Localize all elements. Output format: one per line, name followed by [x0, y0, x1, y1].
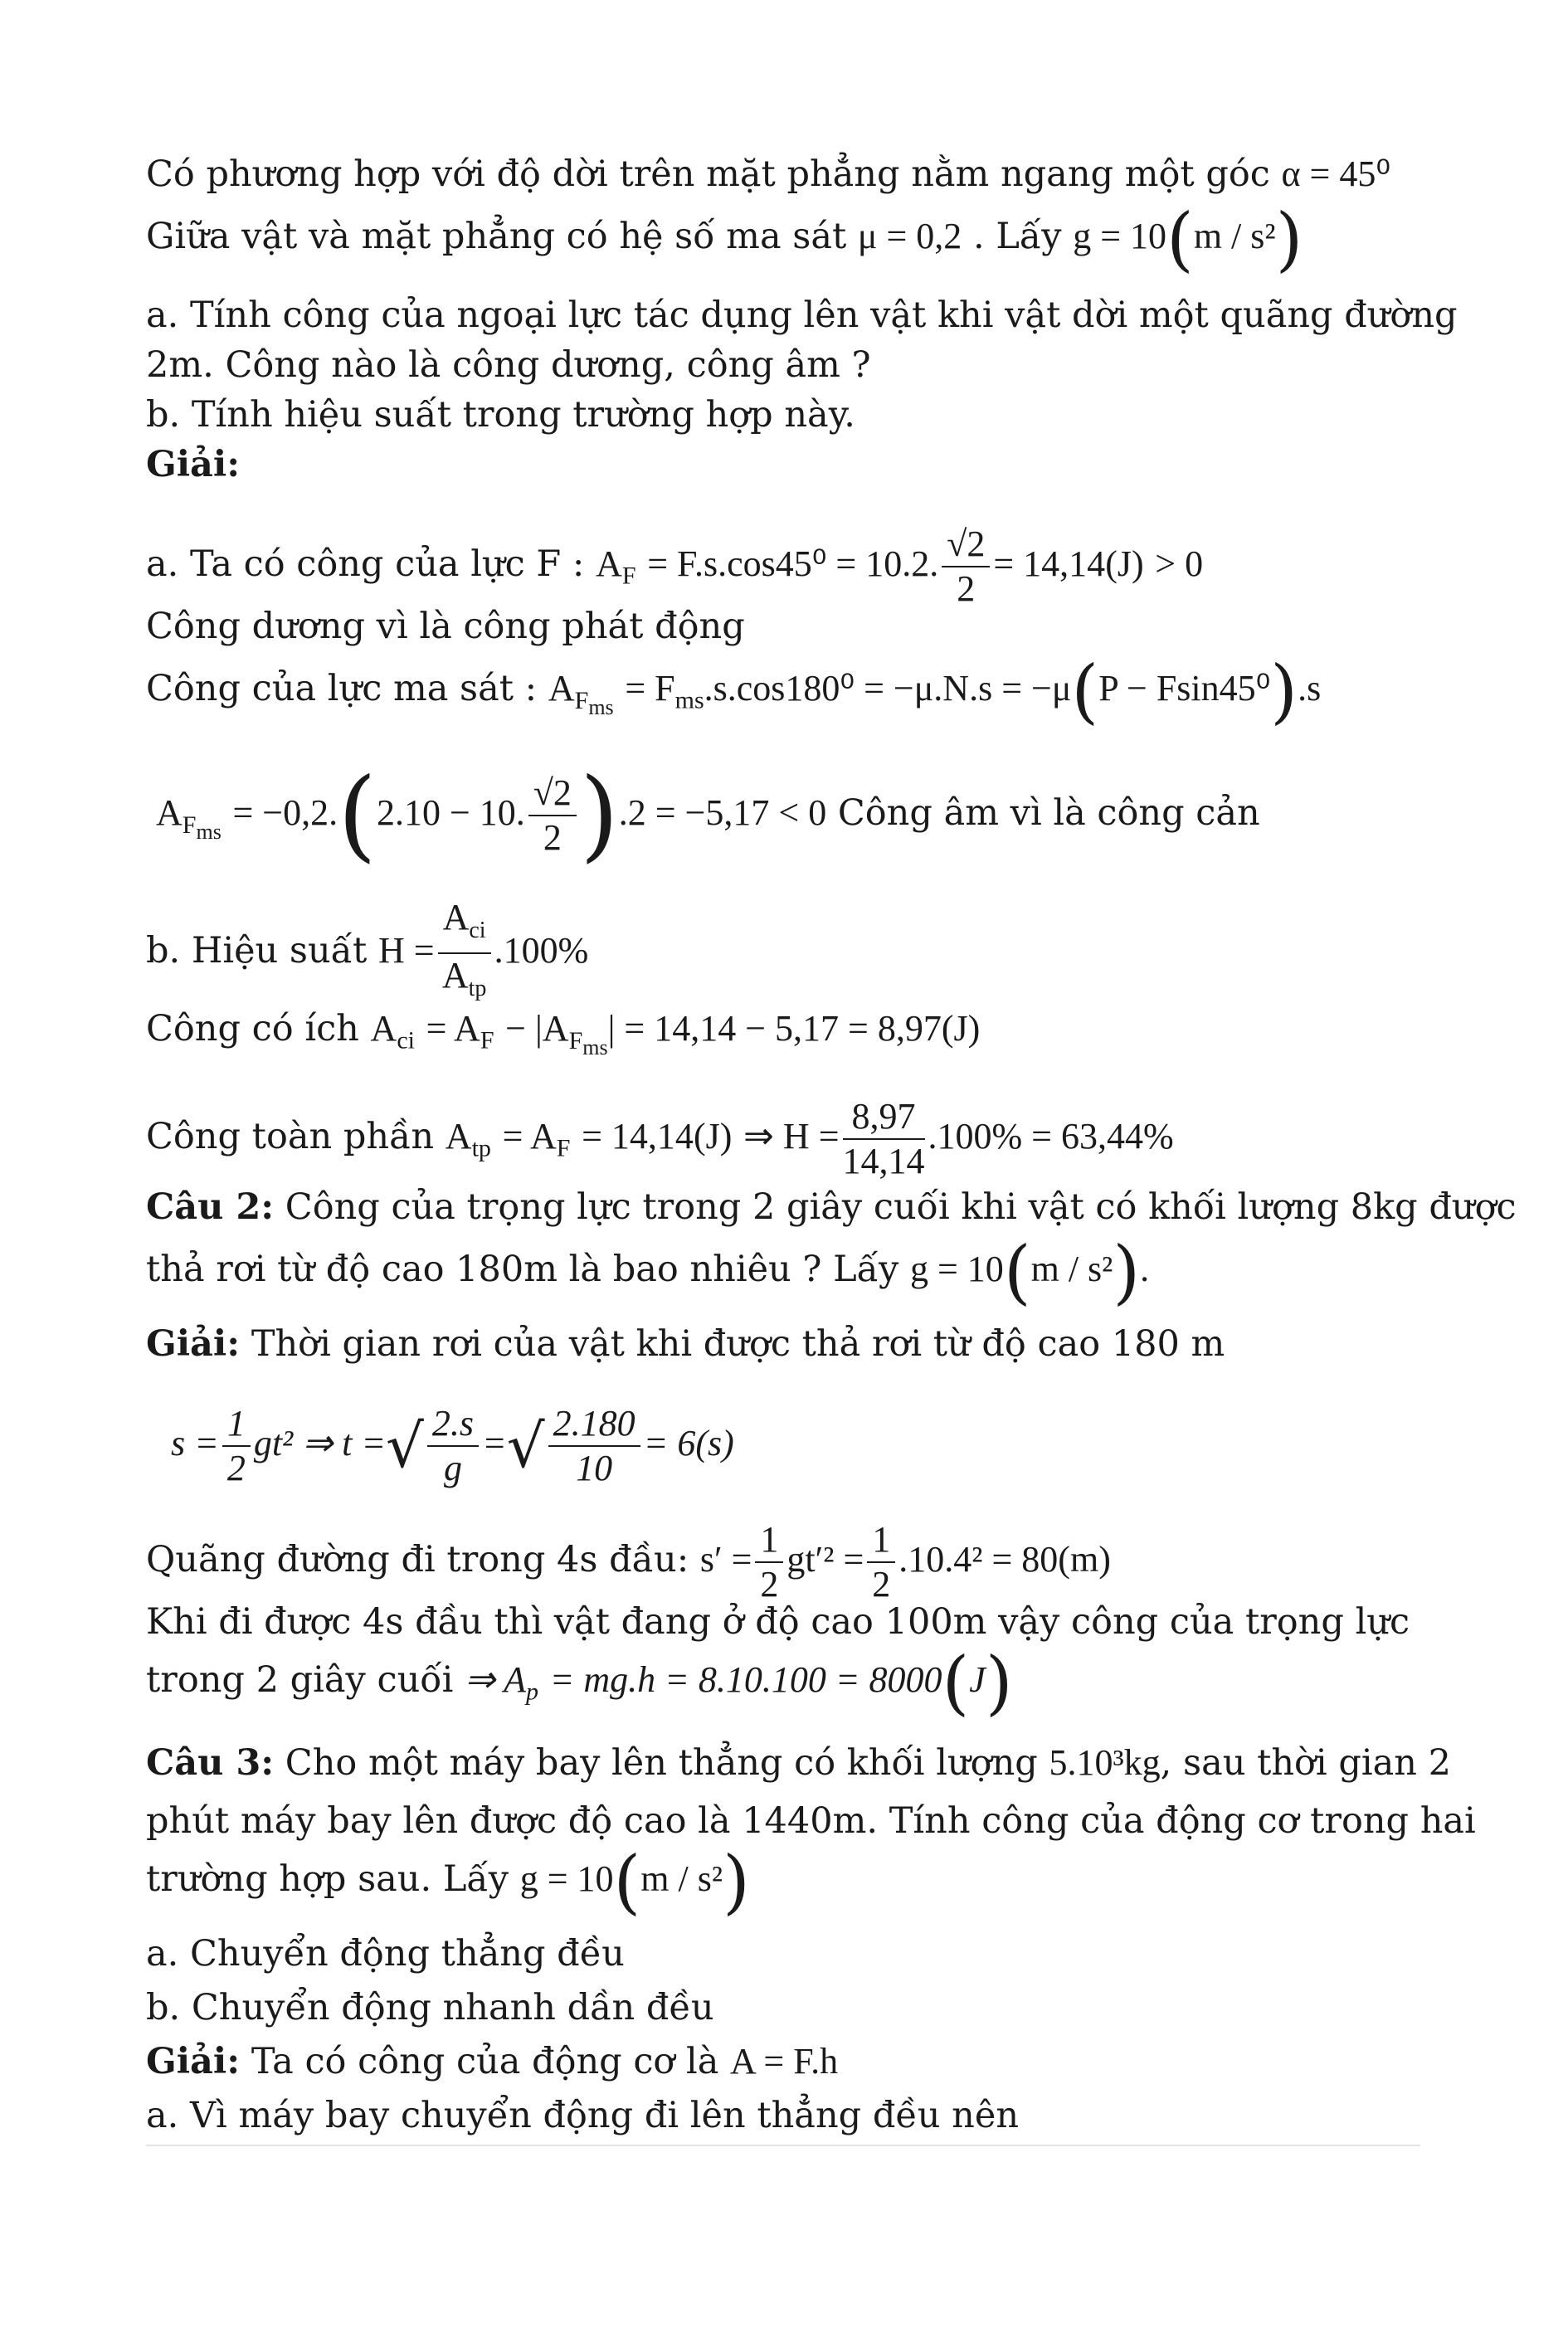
question-3 — [146, 1738, 1451, 1788]
formula: .10.4² = 80 — [898, 1539, 1059, 1580]
fraction — [942, 523, 990, 611]
formula: A — [596, 543, 622, 584]
unit: J — [705, 1116, 720, 1157]
formula: = A — [502, 1116, 557, 1157]
formula: = −0,2. — [232, 792, 338, 833]
formula: g = 10 — [1073, 216, 1167, 256]
subscript: F — [574, 686, 589, 714]
formula: s′ = — [699, 1539, 752, 1580]
formula: g = 10 — [909, 1249, 1004, 1289]
formula: 2.10 − 10. — [376, 792, 525, 833]
fall-time-formula: s = $\frac{1}{2}$ gt² ⇒ t =√ $\frac{2.s}{g}$ =√ $\frac{2.180}{10}$ = 6(s) — [171, 1403, 734, 1488]
positive-work-note: Công dương vì là công phát động — [146, 606, 745, 647]
formula: A — [370, 1008, 397, 1049]
formula: .s.cos180⁰ = −μ.N.s = −μ — [704, 668, 1072, 709]
numerator: 1 — [222, 1402, 251, 1447]
subscript: ci — [469, 917, 486, 943]
text: Thời gian rơi của vật khi được thả rơi từ độ cao 180 m — [251, 1323, 1225, 1365]
text: a. Ta có công của lực F : — [146, 543, 585, 585]
fraction — [427, 1402, 479, 1490]
denominator: 2 — [543, 817, 562, 858]
text: trong 2 giây cuối — [146, 1659, 454, 1701]
formula: .s — [1298, 668, 1322, 709]
text: Có phương hợp với độ dời trên mặt phẳng nằm ngang một góc — [146, 153, 1270, 195]
text: Công của lực ma sát : — [146, 668, 538, 709]
unit: m — [1069, 1539, 1099, 1580]
formula: = — [482, 1423, 507, 1463]
distance-4s: Quãng đường đi trong 4s đầu: s′ = $\frac{1}{2}$ gt′² = $\frac{1}{2}$ .10.4² = 80(m) — [146, 1519, 1111, 1605]
formula: ⇒ H = — [743, 1116, 840, 1157]
numerator: 2.s — [427, 1402, 479, 1447]
subscript: ci — [397, 1026, 415, 1054]
text: trường hợp sau. Lấy — [146, 1858, 509, 1900]
formula: H = — [378, 929, 435, 971]
friction-work-value: $A_{F_{ms}} = -0,2.(2.10 - 10$. $\frac{√2}{2}$ ).2 = −5,17 < 0 Công âm vì là công cản — [156, 757, 1260, 873]
denominator: A — [441, 954, 469, 996]
denominator: 14,14 — [842, 1141, 925, 1181]
formula: = A — [426, 1008, 480, 1049]
fraction — [843, 1095, 925, 1183]
total-work: Công toàn phần $A_{tp} = A_F = 14,14(J)$ ⇒ H = $\frac{8,97}{14,14}$ .100% = 63,44% — [146, 1096, 1174, 1181]
text: Công toàn phần — [146, 1116, 435, 1157]
solution-3 — [146, 2037, 838, 2087]
efficiency-formula — [146, 896, 588, 1010]
formula: . — [1140, 1249, 1150, 1289]
question-2 — [146, 1182, 1517, 1232]
formula: .2 = −5,17 < 0 — [618, 792, 827, 833]
formula: − |A — [505, 1008, 569, 1049]
formula: = mg.h = 8.10.100 = 8000 — [549, 1659, 942, 1700]
useful-work: Công có ích $A_{ci} = A_F - |A_{F_{ms}}| = 14,14 - 5,17 = 8,97(J)$ — [146, 1008, 981, 1059]
fraction — [438, 896, 491, 1010]
formula: gt² ⇒ t = — [253, 1423, 387, 1463]
denominator: g — [443, 1448, 462, 1488]
subscript: F — [556, 1134, 571, 1162]
numerator: 1 — [755, 1518, 783, 1563]
solution-heading: Giải: — [146, 444, 241, 485]
formula: ⇒ A — [465, 1659, 526, 1700]
text: . Lấy — [972, 216, 1062, 257]
solution-label: Giải: — [146, 1323, 241, 1365]
text: Giữa vật và mặt phẳng có hệ số ma sát — [146, 216, 847, 257]
denominator: 2 — [760, 1564, 779, 1605]
page-divider — [146, 2145, 1420, 2146]
formula: A — [156, 792, 183, 833]
denominator: 2 — [872, 1564, 891, 1605]
fraction — [548, 1402, 640, 1490]
numerator: 1 — [867, 1518, 895, 1563]
problem-line-angle — [146, 149, 1390, 199]
solution-3-a: a. Vì máy bay chuyển động đi lên thẳng đều nên — [146, 2095, 1020, 2136]
subscript: F — [182, 811, 197, 839]
formula: 5.10³kg — [1049, 1742, 1161, 1783]
unit: s — [708, 1423, 723, 1463]
formula: .100% = 63,44% — [928, 1116, 1174, 1157]
formula: P − Fsin45⁰ — [1098, 668, 1271, 709]
unit: J — [953, 1008, 968, 1049]
question-label: Câu 3: — [146, 1742, 275, 1784]
fraction — [528, 772, 577, 859]
subscript: tp — [468, 975, 487, 1001]
text: Quãng đường đi trong 4s đầu: — [146, 1539, 689, 1580]
gravity-work: trong 2 giây cuối ⇒ $A_p = mg.h = 8.10.100 = 8000(J)$ — [146, 1642, 1013, 1723]
formula: = 14,14 — [582, 1116, 694, 1157]
denominator: 2 — [226, 1448, 246, 1488]
unit: J — [969, 1659, 986, 1700]
problem-line-friction: Giữa vật và mặt phẳng có hệ số ma sát μ = 0,2 . Lấy g = 10(m / s²) — [146, 198, 1303, 280]
subscript: F — [621, 562, 636, 590]
formula: μ = 0,2 — [857, 216, 962, 256]
fraction — [222, 1402, 251, 1490]
text: Công của trọng lực trong 2 giây cuối khi vật có khối lượng 8kg được — [285, 1186, 1517, 1228]
question-label: Câu 2: — [146, 1186, 275, 1228]
formula: m / s² — [640, 1858, 723, 1899]
formula: = F.s.cos45⁰ = 10.2. — [647, 543, 939, 584]
question-3-gravity: trường hợp sau. Lấy g = 10(m / s²) — [146, 1841, 750, 1922]
formula: = 6 — [643, 1423, 696, 1463]
formula: .100% — [494, 929, 589, 971]
formula: > 0 — [1155, 543, 1204, 584]
formula: g = 10 — [519, 1858, 614, 1899]
formula: m / s² — [1030, 1249, 1113, 1289]
question-a-cont: 2m. Công nào là công dương, công âm ? — [146, 344, 871, 386]
numerator: 8,97 — [843, 1095, 925, 1140]
denominator: 10 — [576, 1448, 613, 1488]
solution-label: Giải: — [146, 2041, 241, 2082]
subscript: tp — [471, 1134, 491, 1162]
question-2-cont: thả rơi từ độ cao 180m là bao nhiêu ? Lấy g = 10(m / s²). — [146, 1231, 1150, 1312]
text: Công âm vì là công cản — [837, 792, 1260, 834]
fraction — [755, 1518, 783, 1606]
text: thả rơi từ độ cao 180m là bao nhiêu ? Lấy — [146, 1249, 899, 1290]
formula: A = F.h — [730, 2041, 839, 2082]
fraction — [867, 1518, 895, 1606]
text: b. Hiệu suất — [146, 929, 368, 971]
formula: gt′² = — [786, 1539, 864, 1580]
text: , sau thời gian 2 — [1160, 1742, 1451, 1784]
subscript: ms — [674, 686, 704, 714]
formula: = 14,14 — [993, 543, 1106, 584]
case-a: a. Chuyển động thẳng đều — [146, 1933, 625, 1975]
text: Công có ích — [146, 1008, 359, 1049]
formula: | = 14,14 − 5,17 = 8,97 — [607, 1008, 942, 1049]
denominator: 2 — [957, 568, 976, 609]
case-b: b. Chuyển động nhanh dần đều — [146, 1987, 714, 2028]
subscript: F — [480, 1026, 494, 1054]
formula: s = — [171, 1423, 219, 1463]
numerator: √2 — [942, 523, 990, 567]
friction-work: Công của lực ma sát : $A_{F_{ms}} = F_{ms}.s.\cos 180^0 = -\mu.N.s = -\mu(P - Fsin45^0).s$ — [146, 650, 1322, 732]
question-a: a. Tính công của ngoại lực tác dụng lên vật khi vật dời một quãng đường — [146, 295, 1458, 336]
unit: J — [1117, 543, 1132, 584]
formula: A — [548, 668, 575, 709]
work-force-F: a. Ta có công của lực F : $A_F = F.s.\cos 45^0 = 10.2$. $\frac{√2}{2}$ = 14,14(J) > 0 — [146, 523, 1204, 609]
formula: = F — [625, 668, 675, 709]
subscript: p — [525, 1678, 538, 1706]
text: Ta có công của động cơ là — [251, 2041, 719, 2082]
subscript: ms — [588, 694, 614, 719]
formula: α = 45⁰ — [1281, 153, 1391, 194]
height-note: Khi đi được 4s đầu thì vật đang ở độ cao 100m vậy công của trọng lực — [146, 1601, 1410, 1643]
numerator: 2.180 — [548, 1402, 640, 1447]
text: Cho một máy bay lên thẳng có khối lượng — [285, 1742, 1038, 1784]
question-3-cont: phút máy bay lên được độ cao là 1440m. Tính công của động cơ trong hai — [146, 1800, 1476, 1842]
question-b: b. Tính hiệu suất trong trường hợp này. — [146, 394, 855, 436]
numerator: √2 — [528, 772, 577, 816]
subscript: ms — [582, 1035, 608, 1059]
formula: A — [445, 1116, 472, 1157]
numerator: A — [442, 897, 470, 937]
subscript: ms — [196, 819, 222, 844]
formula: m / s² — [1193, 216, 1276, 256]
subscript: F — [568, 1026, 583, 1054]
solution-2 — [146, 1319, 1225, 1369]
